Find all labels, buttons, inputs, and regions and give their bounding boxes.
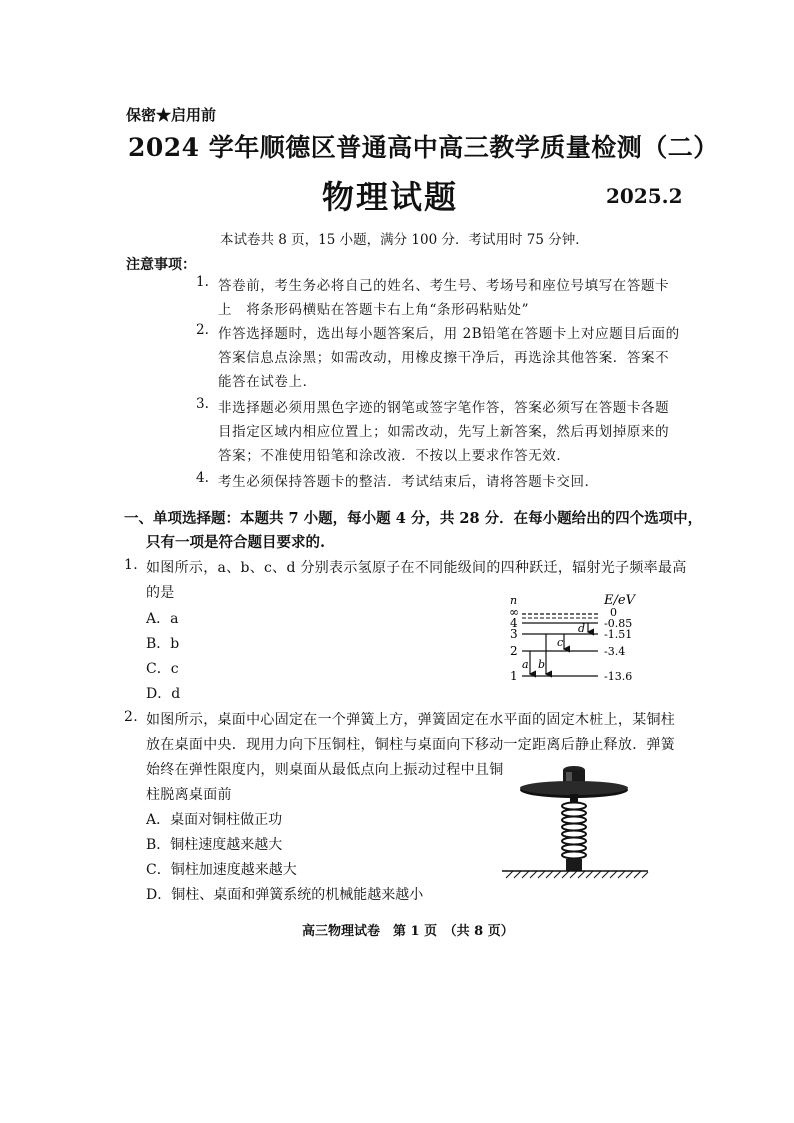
exam-title: 2024 学年顺德区普通高中高三教学质量检测（二） [128, 133, 719, 162]
notice-line: 目指定区域内相应位置上；如需改动，先写上新答案，然后再划掉原来的 [218, 424, 670, 440]
level-energy-label: -13.6 [604, 670, 633, 683]
notice-line: 答案信息点涂黑；如需改动，用橡皮擦干净后，再选涂其他答案．答案不 [218, 350, 670, 366]
level-n-label: ∞ [509, 605, 519, 619]
ground-hatch [506, 871, 648, 878]
notice-line: 能答在试卷上． [218, 374, 317, 390]
wooden-post [566, 859, 582, 871]
question-text: 如图所示，a、b、c、d 分别表示氢原子在不同能级间的四种跃迁，辐射光子频率最高 [146, 560, 687, 576]
spring [562, 803, 586, 859]
option-d: D．铜柱、桌面和弹簧系统的机械能越来越小 [146, 887, 424, 903]
notice-item-number: 2. [196, 322, 209, 338]
exam-summary: 本试卷共 8 页，15 小题，满分 100 分．考试用时 75 分钟． [220, 232, 589, 248]
level-energy-label: -1.51 [604, 628, 633, 641]
question-text: 的是 [146, 585, 175, 601]
notice-line: 上 将条形码横贴在答题卡右上角“条形码粘贴处” [218, 302, 530, 318]
option-d: D．d [146, 686, 181, 702]
level-energy-label: -0.85 [604, 617, 633, 630]
spring-table-diagram [500, 764, 650, 882]
confidential-label: 保密★启用前 [126, 106, 217, 124]
n-axis-label: n [510, 594, 518, 607]
option-a: A．a [146, 611, 179, 627]
notice-line: 考生必须保持答题卡的整洁．考试结束后，请将答题卡交回． [218, 474, 599, 490]
table-stem [570, 794, 578, 802]
transition-a-label: a [522, 658, 529, 671]
option-a: A．桌面对铜柱做正功 [146, 812, 283, 828]
level-n-label: 2 [510, 644, 518, 658]
notice-line: 非选择题必须用黑色字迹的钢笔或签字笔作答，答案必须写在答题卡各题 [218, 400, 670, 416]
option-c: C．铜柱加速度越来越大 [146, 862, 297, 878]
transition-c-label: c [557, 636, 564, 649]
question-number: 2. [124, 709, 138, 725]
notice-item-number: 1. [196, 274, 209, 290]
option-c: C．c [146, 661, 179, 677]
page-footer: 高三物理试卷 第 1 页 （共 8 页） [302, 924, 514, 939]
question-number: 1. [124, 557, 138, 573]
notice-item-number: 3. [196, 396, 209, 412]
question-text: 放在桌面中央．现用力向下压铜柱，铜柱与桌面向下移动一定距离后静止释放．弹簧 [146, 737, 676, 753]
energy-axis-label: E/eV [604, 593, 635, 608]
question-text: 始终在弹性限度内，则桌面从最低点向上振动过程中且铜 [146, 762, 504, 778]
level-energy-label: -3.4 [604, 645, 626, 658]
notice-line: 作答选择题时，选出每小题答案后，用 2B铅笔在答题卡上对应题目后面的 [218, 326, 680, 342]
notice-title: 注意事项： [126, 257, 196, 273]
level-n-label: 1 [510, 669, 518, 683]
transition-d-label: d [578, 622, 586, 635]
section-heading-cont: 只有一项是符合题目要求的. [146, 534, 326, 551]
option-b: B．铜柱速度越来越大 [146, 837, 283, 853]
notice-item-number: 4. [196, 470, 209, 486]
option-b: B．b [146, 636, 180, 652]
energy-level-diagram [500, 588, 650, 688]
transition-b-label: b [538, 658, 546, 671]
question-text: 如图所示，桌面中心固定在一个弹簧上方，弹簧固定在水平面的固定木桩上，某铜柱 [146, 712, 676, 728]
level-n-label: 3 [510, 627, 518, 641]
level-energy-label: 0 [610, 606, 617, 619]
section-heading: 一、单项选择题：本题共 7 小题，每小题 4 分，共 28 分．在每小题给出的四个选项中， [124, 510, 703, 527]
level-n-label: 4 [510, 616, 518, 630]
question-text: 柱脱离桌面前 [146, 787, 232, 803]
subject-title: 物理试题 [322, 178, 459, 216]
exam-date: 2025.2 [606, 184, 683, 208]
notice-line: 答卷前，考生务必将自己的姓名、考生号、考场号和座位号填写在答题卡 [218, 278, 670, 294]
notice-line: 答案；不准使用铅笔和涂改液．不按以上要求作答无效． [218, 448, 571, 464]
